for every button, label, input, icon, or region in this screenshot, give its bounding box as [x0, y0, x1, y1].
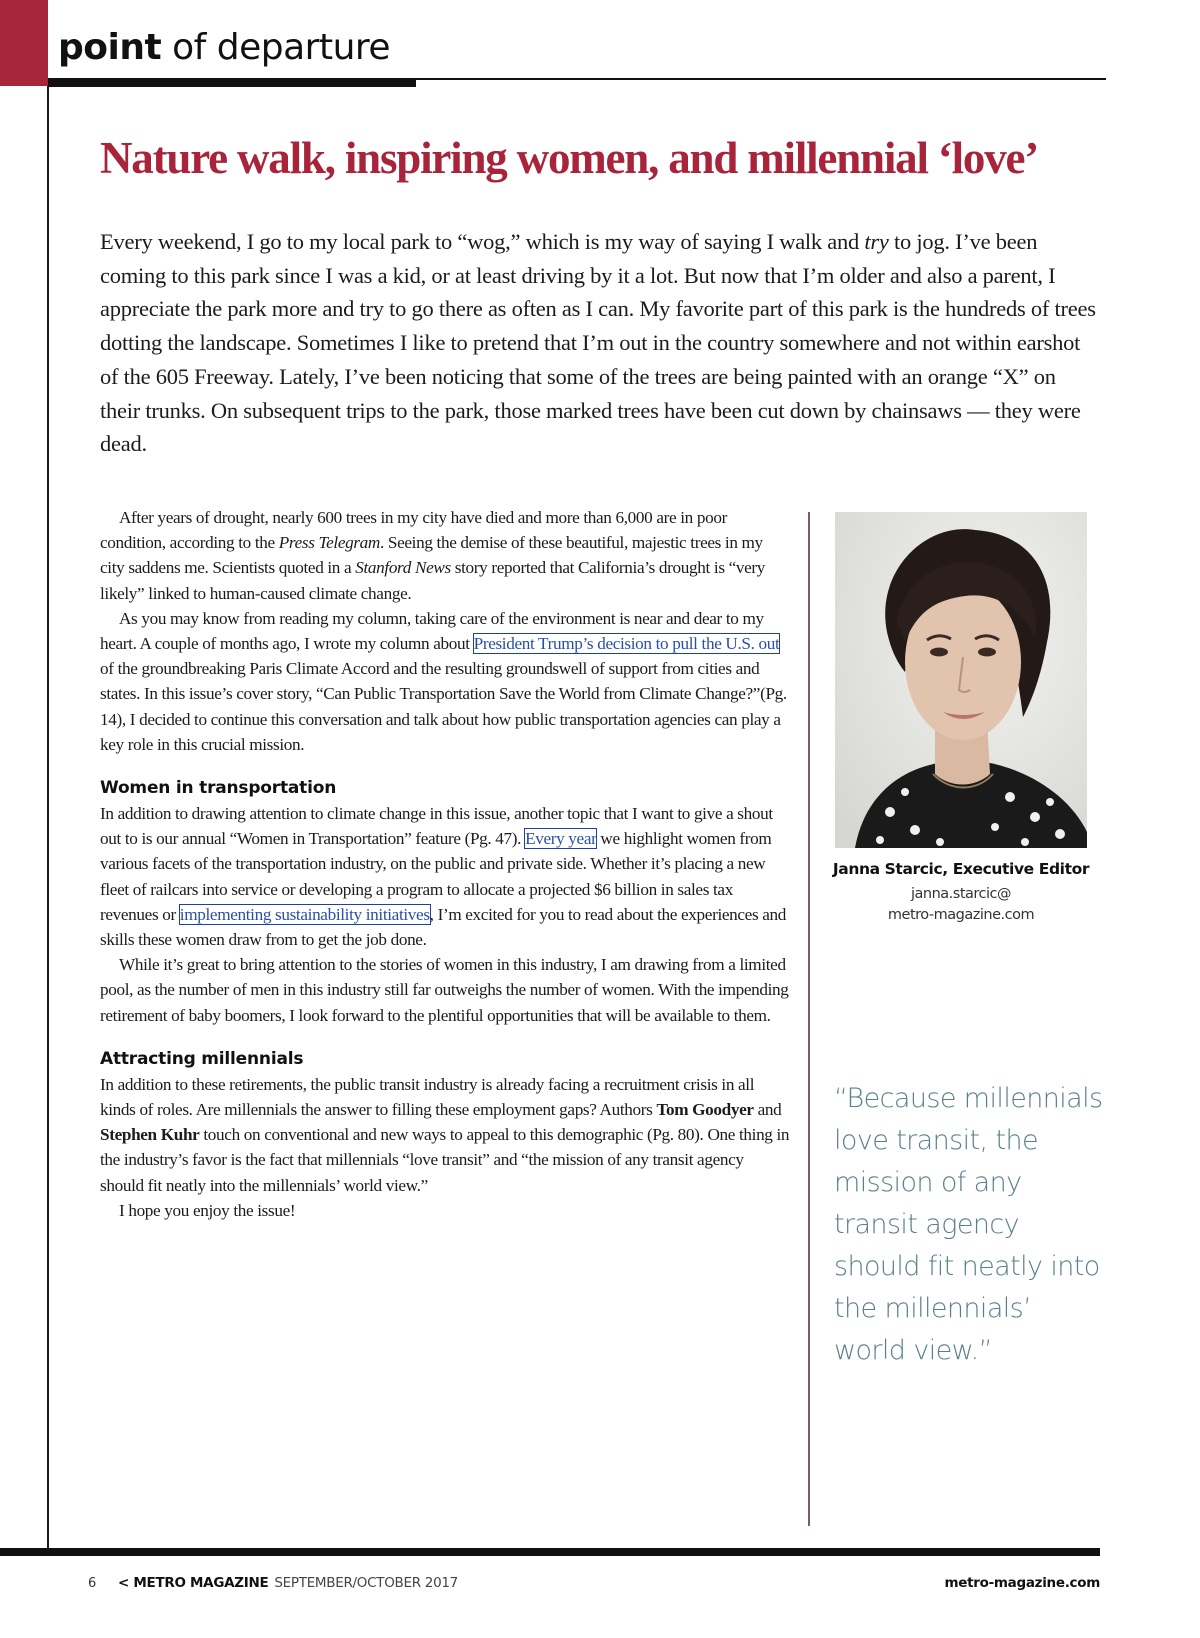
body-text: of the groundbreaking Paris Climate Accord and the resulting groundswell of support from cities and states. In this issue’s cover story, “Can Public Transportation Save the World from Climate Change?”(Pg. 14), I decided to continue this conversation and talk about how public transportation agencies can play a key role in this crucial mission.	[100, 659, 787, 754]
column-divider	[808, 512, 810, 1526]
pull-quote: “Because millennials love transit, the mission of any transit agency should fit neatly into the millennials’ world view.”	[834, 1083, 1103, 1366]
article-body	[100, 505, 790, 1223]
article-headline: Nature walk, inspiring women, and millennial ‘love’	[100, 133, 1039, 183]
page-number: 6	[88, 1576, 97, 1591]
body-paragraph-2	[100, 606, 790, 757]
left-margin-rule	[47, 86, 49, 1552]
footer-publication	[118, 1575, 458, 1591]
footer-rule	[0, 1548, 1100, 1556]
body-paragraph-3	[100, 801, 790, 952]
body-text: , I’m excited for you to read about the experiences and skills these women draw from to get the job done.	[100, 904, 787, 950]
footer-url[interactable]: metro-magazine.com	[944, 1575, 1100, 1591]
section-label	[58, 28, 390, 68]
body-text: After years of drought, nearly 600 trees in my city have died and more than 6,000 are in poor condition, according to the	[100, 508, 727, 553]
link-every-year[interactable]: Every year	[525, 829, 597, 849]
author-name: Tom Goodyer	[656, 1100, 754, 1120]
body-text: and	[753, 1100, 782, 1120]
lead-emphasis: try	[864, 229, 889, 254]
magazine-brand: < METRO MAGAZINE	[118, 1575, 269, 1591]
body-text: In addition to drawing attention to climate change in this issue, another topic that I want to give a shout out to is our annual “Women in Transportation” feature (Pg. 47).	[100, 804, 773, 849]
section-color-tab	[0, 0, 48, 86]
editor-email-line2: metro-magazine.com	[887, 907, 1035, 923]
editor-email-line1: janna.starcic@	[910, 886, 1012, 902]
body-text: In addition to these retirements, the public transit industry is already facing a recruitment crisis in all kinds of roles. Are millennials the answer to filling these employment gaps? Authors	[100, 1074, 755, 1120]
header-rule-thick	[48, 78, 416, 87]
source-press-telegram: Press Telegram	[278, 533, 380, 553]
header-rule-thin	[416, 78, 1106, 80]
subheading-attracting-millennials: Attracting millennials	[100, 1048, 304, 1069]
body-text: As you may know from reading my column, taking care of the environment is near and dear to my heart. A couple of months ago, I wrote my column about	[100, 608, 764, 654]
lead-text-1: Every weekend, I go to my local park to “wog,” which is my way of saying I walk and	[100, 229, 865, 254]
body-paragraph-1	[100, 505, 790, 606]
body-text: story reported that California’s drought is “very likely” linked to human-caused climate change.	[100, 558, 766, 603]
editor-email	[828, 884, 1094, 926]
body-text: touch on conventional and new ways to appeal to this demographic (Pg. 80). One thing in the industry’s favor is the fact that millennials “love transit” and “the mission of any transit agency should fit neatly into the millennials’ world view.”	[100, 1125, 790, 1195]
body-paragraph-6: I hope you enjoy the issue!	[119, 1200, 296, 1220]
subheading-women-in-transportation: Women in transportation	[100, 778, 337, 799]
body-text: . Seeing the demise of these beautiful, majestic trees in my city saddens me. Scientists quoted in a	[100, 533, 763, 578]
portrait-illustration	[835, 512, 1087, 848]
lead-paragraph	[100, 225, 1100, 461]
body-paragraph-4: While it’s great to bring attention to the stories of women in this industry, I am drawing from a limited pool, as the number of men in this industry still far outweighs the number of women. With the impending retirement of baby boomers, I look forward to the plentiful opportunities that will be available to them.	[100, 955, 789, 1025]
body-paragraph-5	[100, 1072, 790, 1198]
section-label-rest: of departure	[161, 27, 391, 68]
source-stanford-news: Stanford News	[355, 558, 451, 578]
editor-name: Janna Starcic, Executive Editor	[832, 860, 1090, 878]
body-text: we highlight women from various facets of the transportation industry, on the public and private side. Whether it’s placing a new fleet of railcars into service or developing a program to allocate a projected $6 billion in sales tax revenues or	[100, 829, 772, 924]
lead-text-2: to jog. I’ve been coming to this park since I was a kid, or at least driving by it a lot. But now that I’m older and also a parent, I appreciate the park more and try to go there as often as I can. My favorite part of this park is the hundreds of trees dotting the landscape. Sometimes I like to pretend that I’m out in the country somewhere and not within earshot of the 605 Freeway. Lately, I’ve been noticing that some of the trees are being painted with an orange “X” on their trunks. On subsequent trips to the park, those marked trees have been cut down by chainsaws — they were dead.	[100, 229, 1096, 457]
issue-date: SEPTEMBER/OCTOBER 2017	[274, 1575, 458, 1591]
editor-portrait-photo	[835, 512, 1087, 848]
link-trump-paris-column[interactable]: President Trump’s decision to pull the U.S. out	[473, 634, 780, 654]
section-label-bold: point	[58, 27, 162, 68]
link-sustainability-initiatives[interactable]: implementing sustainability initiatives	[179, 904, 430, 924]
author-name: Stephen Kuhr	[100, 1125, 200, 1145]
